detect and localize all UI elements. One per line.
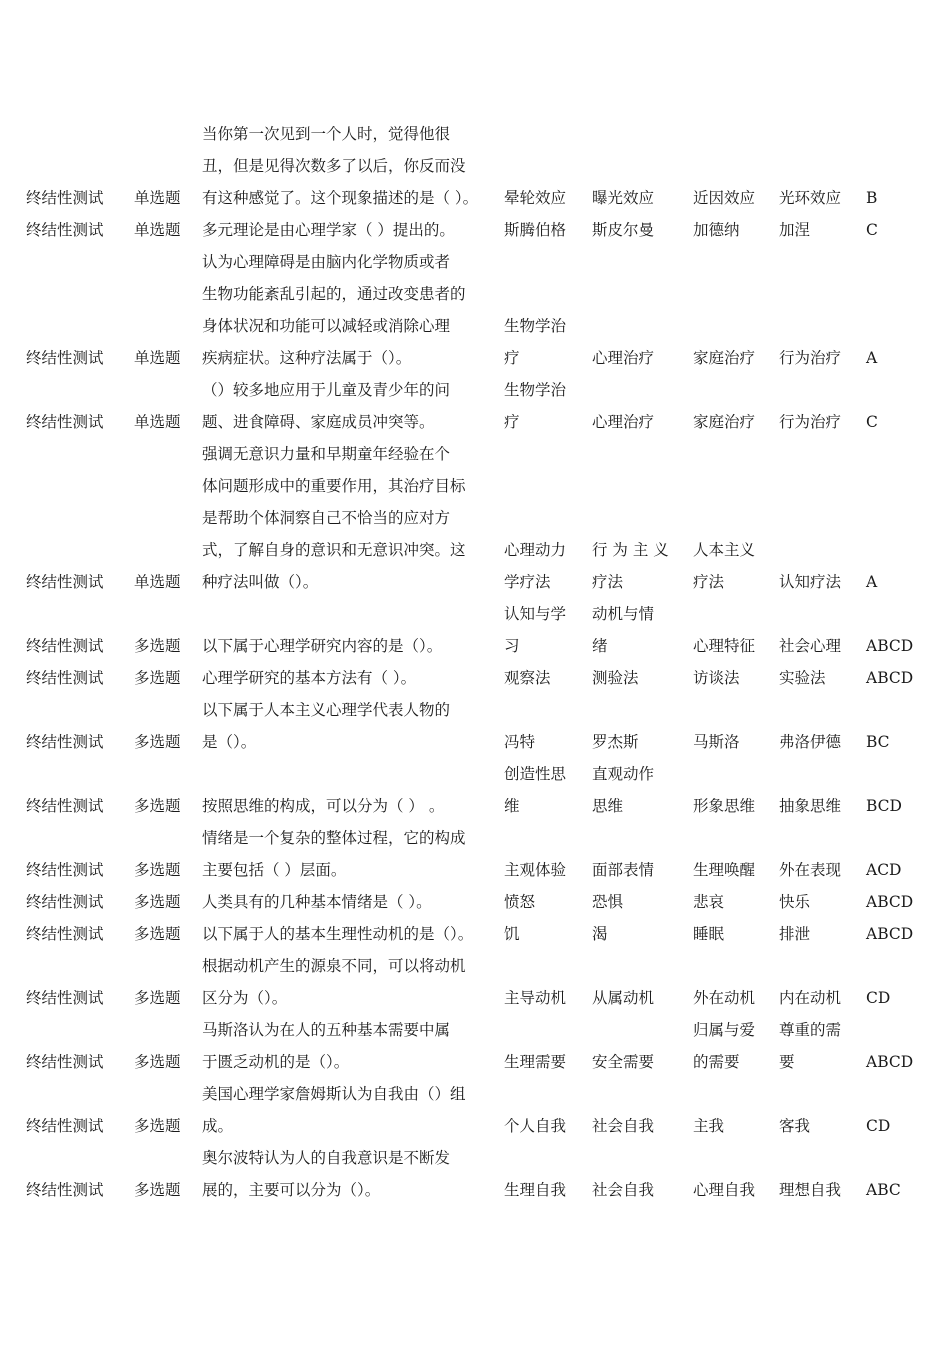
question-text-line: 是帮助个体洞察自己不恰当的应对方	[202, 509, 451, 527]
option-b	[592, 758, 693, 822]
option-d-line: 社会心理	[779, 637, 842, 655]
question-row	[26, 118, 926, 214]
option-b-line: 行 为 主 义	[592, 541, 669, 559]
option-c-line: 心理自我	[693, 1181, 756, 1199]
question-row	[26, 438, 926, 598]
option-d-line: 加涅	[779, 221, 811, 239]
question-row	[26, 886, 926, 918]
option-a-line: 生理自我	[504, 1181, 567, 1199]
question-kind: 多选题	[134, 669, 181, 687]
option-c-line: 生理唤醒	[693, 861, 756, 879]
question-kind: 单选题	[134, 221, 181, 239]
option-c	[693, 950, 779, 1014]
option-c	[693, 1014, 779, 1078]
question-kind: 多选题	[134, 893, 181, 911]
assessment-type: 终结性测试	[26, 637, 104, 655]
question-row	[26, 694, 926, 758]
option-b-line: 恐惧	[592, 893, 624, 911]
option-d	[779, 758, 866, 822]
option-a	[504, 1078, 592, 1142]
option-a	[504, 822, 592, 886]
question-row	[26, 662, 926, 694]
option-b	[592, 950, 693, 1014]
option-a	[504, 758, 592, 822]
answer-key: BC	[866, 733, 890, 751]
option-b-line: 社会自我	[592, 1181, 655, 1199]
answer-key: BCD	[866, 797, 902, 815]
option-b	[592, 438, 693, 598]
option-d-line: 排泄	[779, 925, 811, 943]
question-kind: 多选题	[134, 989, 181, 1007]
option-d	[779, 918, 866, 950]
option-a-line: 主观体验	[504, 861, 567, 879]
question-text	[202, 662, 504, 694]
question-row	[26, 598, 926, 662]
question-text	[202, 822, 504, 886]
option-d	[779, 214, 866, 246]
question-text-line: 当你第一次见到一个人时，觉得他很	[202, 125, 451, 143]
question-row	[26, 374, 926, 438]
question-text	[202, 694, 504, 758]
option-c	[693, 1142, 779, 1206]
option-b	[592, 1142, 693, 1206]
question-text	[202, 1078, 504, 1142]
option-d-line: 行为治疗	[779, 349, 842, 367]
option-c-line: 归属与爱	[693, 1021, 756, 1039]
question-row	[26, 758, 926, 822]
option-d-line: 认知疗法	[779, 573, 842, 591]
option-a	[504, 694, 592, 758]
question-text-line: 题、进食障碍、家庭成员冲突等。	[202, 413, 435, 431]
question-kind: 单选题	[134, 189, 181, 207]
answer-key: ABCD	[866, 637, 914, 655]
option-a-line: 学疗法	[504, 573, 551, 591]
option-b-line: 曝光效应	[592, 189, 655, 207]
option-b	[592, 214, 693, 246]
option-a-line: 观察法	[504, 669, 551, 687]
option-c	[693, 214, 779, 246]
option-b-line: 心理治疗	[592, 349, 655, 367]
option-b	[592, 886, 693, 918]
question-row	[26, 214, 926, 246]
option-d-line: 弗洛伊德	[779, 733, 842, 751]
question-text	[202, 598, 504, 662]
question-text	[202, 1014, 504, 1078]
answer-key: CD	[866, 989, 891, 1007]
question-row	[26, 246, 926, 374]
option-a-line: 斯腾伯格	[504, 221, 567, 239]
answer-key: ABCD	[866, 1053, 914, 1071]
option-b	[592, 246, 693, 374]
option-a-line: 维	[504, 797, 520, 815]
question-text-line: 强调无意识力量和早期童年经验在个	[202, 445, 451, 463]
option-b	[592, 118, 693, 214]
option-a	[504, 246, 592, 374]
option-a-line: 生物学治	[504, 381, 567, 399]
answer-key: ABCD	[866, 893, 914, 911]
option-d	[779, 694, 866, 758]
option-a	[504, 1014, 592, 1078]
option-b	[592, 1014, 693, 1078]
option-b	[592, 1078, 693, 1142]
question-text-line: 区分为（）。	[202, 989, 288, 1007]
option-a-line: 心理动力	[504, 541, 567, 559]
question-text-line: 情绪是一个复杂的整体过程，它的构成	[202, 829, 466, 847]
question-text-line: 展的，主要可以分为（）。	[202, 1181, 381, 1199]
assessment-type: 终结性测试	[26, 733, 104, 751]
question-kind: 多选题	[134, 637, 181, 655]
assessment-type: 终结性测试	[26, 1117, 104, 1135]
question-text	[202, 438, 504, 598]
question-text	[202, 758, 504, 822]
assessment-type: 终结性测试	[26, 1053, 104, 1071]
question-text-line: 马斯洛认为在人的五种基本需要中属	[202, 1021, 451, 1039]
assessment-type: 终结性测试	[26, 925, 104, 943]
option-a-line: 生物学治	[504, 317, 567, 335]
question-text	[202, 118, 504, 214]
option-a-line: 生理需要	[504, 1053, 567, 1071]
question-kind: 多选题	[134, 861, 181, 879]
question-kind: 多选题	[134, 1053, 181, 1071]
question-row	[26, 918, 926, 950]
option-a	[504, 918, 592, 950]
assessment-type: 终结性测试	[26, 221, 104, 239]
question-text	[202, 950, 504, 1014]
option-c-line: 的需要	[693, 1053, 740, 1071]
option-a	[504, 950, 592, 1014]
question-row	[26, 1078, 926, 1142]
question-kind: 多选题	[134, 925, 181, 943]
option-d	[779, 950, 866, 1014]
option-b-line: 社会自我	[592, 1117, 655, 1135]
question-text	[202, 246, 504, 374]
option-a	[504, 886, 592, 918]
question-text-line: 种疗法叫做（）。	[202, 573, 319, 591]
answer-key: ABCD	[866, 925, 914, 943]
option-d-line: 要	[779, 1053, 795, 1071]
option-d-line: 理想自我	[779, 1181, 842, 1199]
answer-key: ACD	[866, 861, 902, 879]
option-a-line: 饥	[504, 925, 520, 943]
question-row	[26, 950, 926, 1014]
option-d	[779, 374, 866, 438]
answer-key: A	[866, 349, 878, 367]
option-c	[693, 438, 779, 598]
answer-key: B	[866, 189, 878, 207]
option-b-line: 从属动机	[592, 989, 655, 1007]
option-a	[504, 118, 592, 214]
question-kind: 多选题	[134, 1181, 181, 1199]
assessment-type: 终结性测试	[26, 861, 104, 879]
option-d-line: 内在动机	[779, 989, 842, 1007]
question-text-line: 成。	[202, 1117, 234, 1135]
option-a-line: 疗	[504, 349, 520, 367]
option-a	[504, 662, 592, 694]
question-text-line: 美国心理学家詹姆斯认为自我由（）组	[202, 1085, 466, 1103]
assessment-type: 终结性测试	[26, 989, 104, 1007]
option-c-line: 疗法	[693, 573, 725, 591]
option-a	[504, 374, 592, 438]
option-d	[779, 1142, 866, 1206]
answer-key: C	[866, 221, 878, 239]
option-b-line: 直观动作	[592, 765, 655, 783]
option-a-line: 疗	[504, 413, 520, 431]
option-c	[693, 374, 779, 438]
assessment-type: 终结性测试	[26, 893, 104, 911]
question-text-line: 奥尔波特认为人的自我意识是不断发	[202, 1149, 451, 1167]
question-text	[202, 214, 504, 246]
option-c	[693, 246, 779, 374]
option-b-line: 罗杰斯	[592, 733, 639, 751]
option-b	[592, 822, 693, 886]
question-kind: 单选题	[134, 413, 181, 431]
question-text-line: 以下属于心理学研究内容的是（）。	[202, 637, 443, 655]
option-c-line: 主我	[693, 1117, 725, 1135]
answer-key: C	[866, 413, 878, 431]
question-text-line: 根据动机产生的源泉不同，可以将动机	[202, 957, 466, 975]
option-d-line: 快乐	[779, 893, 811, 911]
option-b-line: 思维	[592, 797, 624, 815]
option-d-line: 行为治疗	[779, 413, 842, 431]
assessment-type: 终结性测试	[26, 349, 104, 367]
assessment-type: 终结性测试	[26, 1181, 104, 1199]
answer-key: ABC	[866, 1181, 901, 1199]
option-c-line: 人本主义	[693, 541, 756, 559]
option-c	[693, 694, 779, 758]
option-c-line: 形象思维	[693, 797, 756, 815]
assessment-type: 终结性测试	[26, 669, 104, 687]
option-b	[592, 598, 693, 662]
option-d	[779, 1078, 866, 1142]
question-row	[26, 1014, 926, 1078]
option-d-line: 尊重的需	[779, 1021, 842, 1039]
option-d	[779, 1014, 866, 1078]
question-text-line: 以下属于人的基本生理性动机的是（）。	[202, 925, 474, 943]
question-text-line: 丑，但是见得次数多了以后，你反而没	[202, 157, 466, 175]
question-text-line: 体问题形成中的重要作用，其治疗目标	[202, 477, 466, 495]
question-table	[26, 118, 926, 1206]
option-a-line: 主导动机	[504, 989, 567, 1007]
answer-key: ABCD	[866, 669, 914, 687]
option-d	[779, 246, 866, 374]
option-c	[693, 918, 779, 950]
option-d	[779, 598, 866, 662]
option-c	[693, 822, 779, 886]
question-text-line: 是（）。	[202, 733, 257, 751]
option-d-line: 客我	[779, 1117, 811, 1135]
option-b-line: 疗法	[592, 573, 624, 591]
option-d-line: 抽象思维	[779, 797, 842, 815]
assessment-type: 终结性测试	[26, 573, 104, 591]
option-a-line: 冯特	[504, 733, 536, 751]
question-text	[202, 918, 504, 950]
option-c-line: 悲哀	[693, 893, 725, 911]
question-rows	[26, 118, 926, 1206]
question-text-line: 身体状况和功能可以减轻或消除心理	[202, 317, 451, 335]
option-d	[779, 118, 866, 214]
question-text-line: 主要包括（ ）层面。	[202, 861, 347, 879]
option-d-line: 实验法	[779, 669, 826, 687]
option-a-line: 习	[504, 637, 520, 655]
option-c-line: 外在动机	[693, 989, 756, 1007]
option-a-line: 晕轮效应	[504, 189, 567, 207]
option-b	[592, 662, 693, 694]
option-b	[592, 694, 693, 758]
option-d	[779, 886, 866, 918]
question-row	[26, 822, 926, 886]
option-b-line: 安全需要	[592, 1053, 655, 1071]
option-b-line: 心理治疗	[592, 413, 655, 431]
question-text-line: 人类具有的几种基本情绪是（ ）。	[202, 893, 432, 911]
option-d	[779, 822, 866, 886]
option-d	[779, 438, 866, 598]
question-text-line: 按照思维的构成，可以分为（ ） 。	[202, 797, 445, 815]
question-text-line: 认为心理障碍是由脑内化学物质或者	[202, 253, 451, 271]
option-c-line: 睡眠	[693, 925, 725, 943]
question-kind: 单选题	[134, 573, 181, 591]
option-c	[693, 1078, 779, 1142]
option-c	[693, 118, 779, 214]
option-b-line: 动机与情	[592, 605, 655, 623]
option-c	[693, 598, 779, 662]
option-a	[504, 598, 592, 662]
option-a	[504, 1142, 592, 1206]
question-text-line: 生物功能紊乱引起的，通过改变患者的	[202, 285, 466, 303]
assessment-type: 终结性测试	[26, 413, 104, 431]
option-a	[504, 438, 592, 598]
question-text-line: 心理学研究的基本方法有（ ）。	[202, 669, 417, 687]
question-text-line: 疾病症状。这种疗法属于（）。	[202, 349, 412, 367]
question-kind: 单选题	[134, 349, 181, 367]
option-a	[504, 214, 592, 246]
option-b	[592, 918, 693, 950]
question-kind: 多选题	[134, 1117, 181, 1135]
option-d-line: 外在表现	[779, 861, 842, 879]
option-b-line: 斯皮尔曼	[592, 221, 655, 239]
option-b-line: 测验法	[592, 669, 639, 687]
option-a-line: 个人自我	[504, 1117, 567, 1135]
option-c-line: 马斯洛	[693, 733, 740, 751]
option-a-line: 创造性思	[504, 765, 567, 783]
question-text-line: 多元理论是由心理学家（ ）提出的。	[202, 221, 455, 239]
question-kind: 多选题	[134, 733, 181, 751]
question-text-line: 有这种感觉了。这个现象描述的是（ ）。	[202, 189, 479, 207]
option-c-line: 加德纳	[693, 221, 740, 239]
question-text	[202, 374, 504, 438]
option-c-line: 心理特征	[693, 637, 756, 655]
answer-key: CD	[866, 1117, 891, 1135]
question-kind: 多选题	[134, 797, 181, 815]
question-text	[202, 1142, 504, 1206]
option-c-line: 家庭治疗	[693, 349, 756, 367]
question-text	[202, 886, 504, 918]
assessment-type: 终结性测试	[26, 189, 104, 207]
assessment-type: 终结性测试	[26, 797, 104, 815]
option-c-line: 近因效应	[693, 189, 756, 207]
option-c-line: 家庭治疗	[693, 413, 756, 431]
option-b-line: 绪	[592, 637, 608, 655]
option-c	[693, 758, 779, 822]
question-row	[26, 1142, 926, 1206]
option-b-line: 面部表情	[592, 861, 655, 879]
option-b	[592, 374, 693, 438]
option-a-line: 愤怒	[504, 893, 536, 911]
option-c	[693, 662, 779, 694]
option-d	[779, 662, 866, 694]
question-text-line: 以下属于人本主义心理学代表人物的	[202, 701, 451, 719]
question-text-line: 于匮乏动机的是（）。	[202, 1053, 350, 1071]
option-d-line: 光环效应	[779, 189, 842, 207]
answer-key: A	[866, 573, 878, 591]
option-a-line: 认知与学	[504, 605, 567, 623]
option-c-line: 访谈法	[693, 669, 740, 687]
question-text-line: （）较多地应用于儿童及青少年的问	[202, 381, 451, 399]
question-text-line: 式，了解自身的意识和无意识冲突。这	[202, 541, 466, 559]
option-b-line: 渴	[592, 925, 608, 943]
option-c	[693, 886, 779, 918]
